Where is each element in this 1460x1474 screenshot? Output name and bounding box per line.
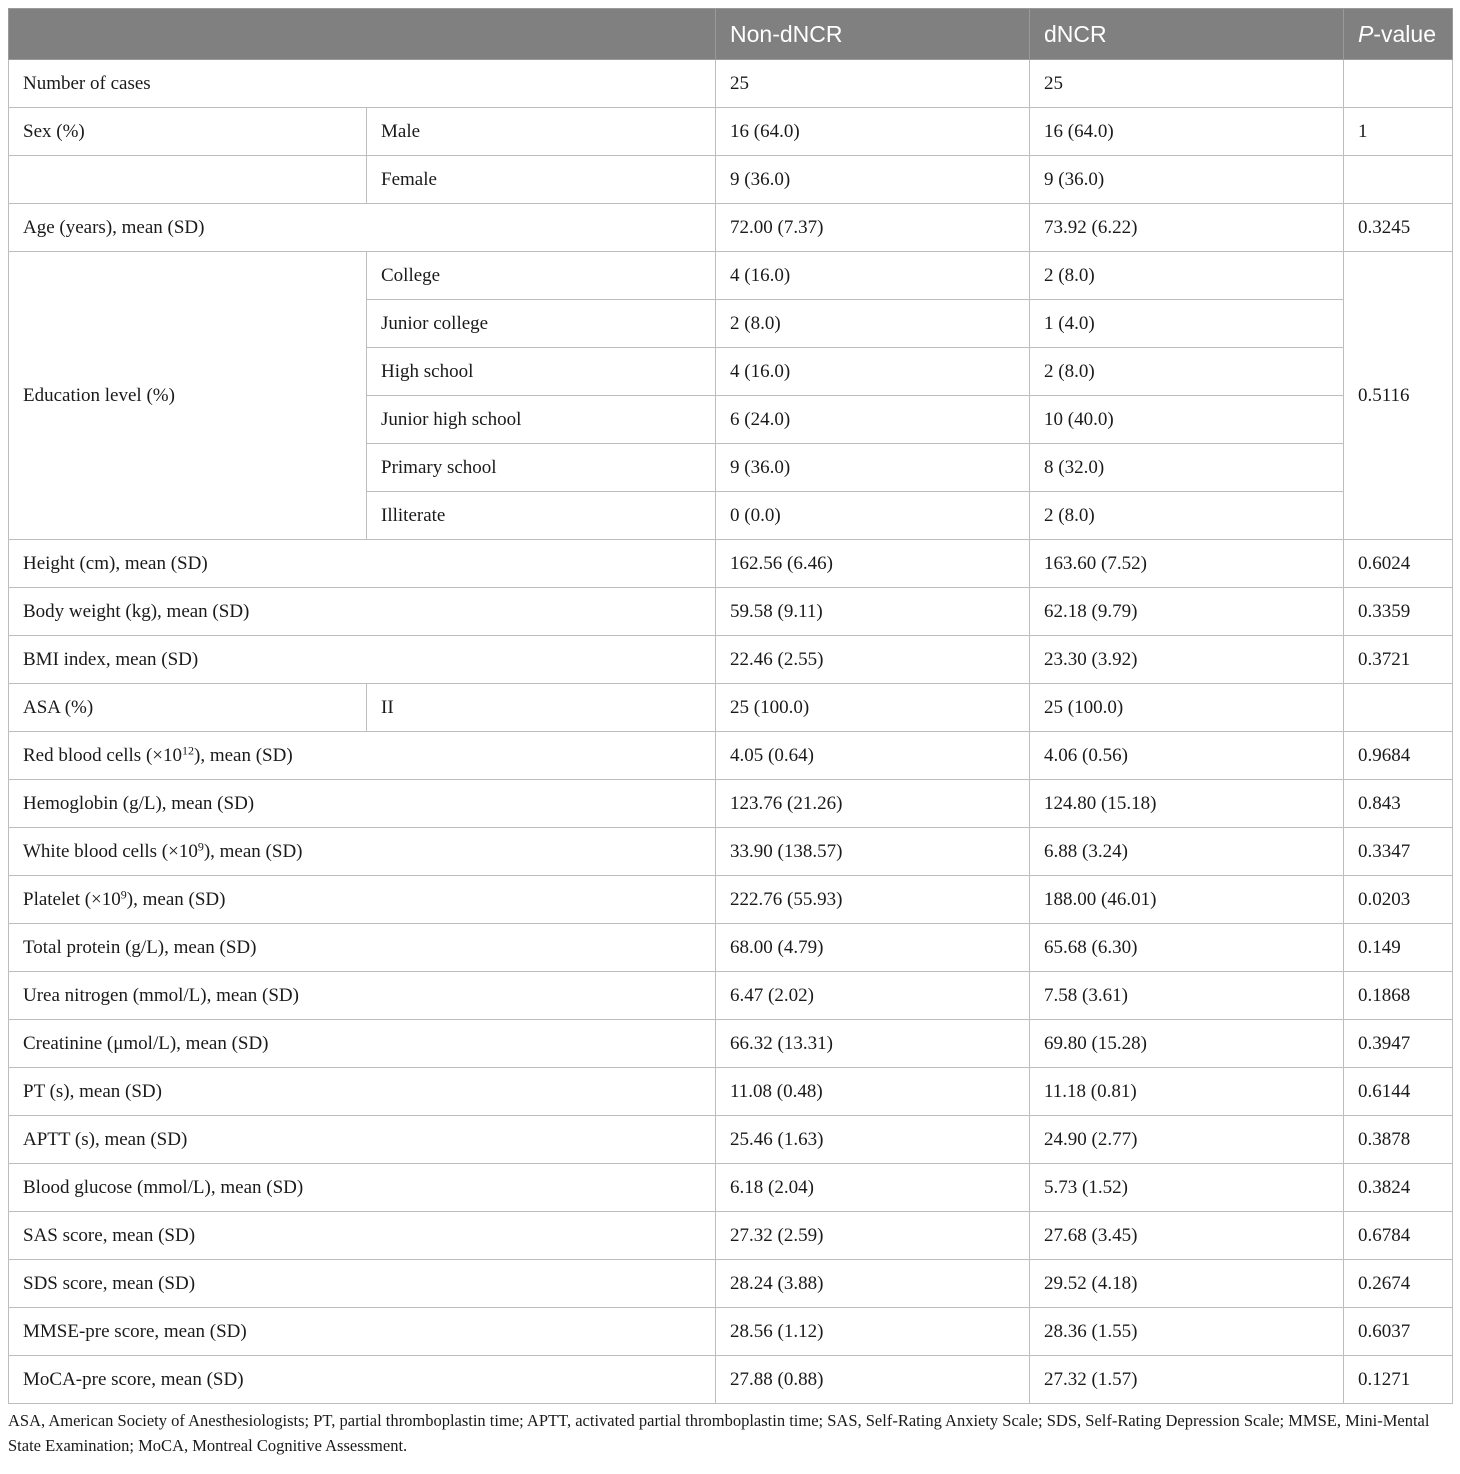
cell-dncr: 62.18 (9.79) — [1030, 588, 1344, 636]
cell-non-dncr: 25 (100.0) — [716, 684, 1030, 732]
table-row — [9, 252, 1453, 300]
label-text: Red blood cells (×10 — [23, 744, 182, 766]
cell-p-value: 0.3824 — [1344, 1164, 1453, 1212]
cell-dncr: 27.32 (1.57) — [1030, 1356, 1344, 1404]
row-sublabel: Junior high school — [367, 396, 716, 444]
cell-dncr: 11.18 (0.81) — [1030, 1068, 1344, 1116]
cell-p-value: 0.3245 — [1344, 204, 1453, 252]
table-footnote: ASA, American Society of Anesthesiologists; PT, partial thromboplastin time; APTT, activated partial thromboplastin time; SAS, Self-Rating Anxiety Scale; SDS, Self-Rating Depression Scale; MMSE, Mini-Mental State Examination; MoCA, Montreal Cognitive Assessment. — [8, 1411, 1430, 1455]
header-p-italic: P — [1358, 20, 1374, 47]
cell-p-value: 0.2674 — [1344, 1260, 1453, 1308]
table-row — [9, 1308, 1453, 1356]
table-row — [9, 1020, 1453, 1068]
row-label: Number of cases — [9, 60, 716, 108]
header-p-rest: -value — [1373, 20, 1436, 47]
cell-dncr: 7.58 (3.61) — [1030, 972, 1344, 1020]
row-label: Urea nitrogen (mmol/L), mean (SD) — [9, 972, 716, 1020]
table-row — [9, 1356, 1453, 1404]
cell-p-value: 0.6037 — [1344, 1308, 1453, 1356]
cell-non-dncr: 27.32 (2.59) — [716, 1212, 1030, 1260]
row-label: Sex (%) — [9, 108, 367, 156]
cell-dncr: 23.30 (3.92) — [1030, 636, 1344, 684]
cell-dncr: 2 (8.0) — [1030, 492, 1344, 540]
table-row — [9, 108, 1453, 156]
cell-dncr: 1 (4.0) — [1030, 300, 1344, 348]
row-sublabel: II — [367, 684, 716, 732]
row-label: Hemoglobin (g/L), mean (SD) — [9, 780, 716, 828]
cell-dncr: 27.68 (3.45) — [1030, 1212, 1344, 1260]
cell-non-dncr: 4.05 (0.64) — [716, 732, 1030, 780]
row-label: MoCA-pre score, mean (SD) — [9, 1356, 716, 1404]
cell-non-dncr: 68.00 (4.79) — [716, 924, 1030, 972]
cell-non-dncr: 59.58 (9.11) — [716, 588, 1030, 636]
table-row — [9, 732, 1453, 780]
row-label: Total protein (g/L), mean (SD) — [9, 924, 716, 972]
cell-dncr: 6.88 (3.24) — [1030, 828, 1344, 876]
label-text: ), mean (SD) — [203, 840, 303, 862]
row-label: Education level (%) — [9, 252, 367, 540]
table-row — [9, 972, 1453, 1020]
cell-p-value: 0.3878 — [1344, 1116, 1453, 1164]
cell-non-dncr: 6.18 (2.04) — [716, 1164, 1030, 1212]
table-row — [9, 1212, 1453, 1260]
cell-non-dncr: 11.08 (0.48) — [716, 1068, 1030, 1116]
cell-dncr: 188.00 (46.01) — [1030, 876, 1344, 924]
cell-p-value: 1 — [1344, 108, 1453, 156]
table-row — [9, 156, 1453, 204]
header-row — [9, 9, 1453, 60]
cell-non-dncr: 9 (36.0) — [716, 156, 1030, 204]
label-text: ), mean (SD) — [194, 744, 293, 766]
cell-dncr: 25 — [1030, 60, 1344, 108]
table-row — [9, 1116, 1453, 1164]
table-row — [9, 1164, 1453, 1212]
cell-dncr: 5.73 (1.52) — [1030, 1164, 1344, 1212]
row-label: MMSE-pre score, mean (SD) — [9, 1308, 716, 1356]
cell-dncr: 9 (36.0) — [1030, 156, 1344, 204]
cell-non-dncr: 72.00 (7.37) — [716, 204, 1030, 252]
cell-non-dncr: 162.56 (6.46) — [716, 540, 1030, 588]
cell-dncr: 8 (32.0) — [1030, 444, 1344, 492]
row-sublabel: College — [367, 252, 716, 300]
cell-non-dncr: 9 (36.0) — [716, 444, 1030, 492]
cell-non-dncr: 4 (16.0) — [716, 348, 1030, 396]
cell-dncr: 4.06 (0.56) — [1030, 732, 1344, 780]
cell-non-dncr: 4 (16.0) — [716, 252, 1030, 300]
table-row — [9, 60, 1453, 108]
cell-non-dncr: 123.76 (21.26) — [716, 780, 1030, 828]
cell-dncr: 69.80 (15.28) — [1030, 1020, 1344, 1068]
cell-p-value: 0.149 — [1344, 924, 1453, 972]
cell-p-value: 0.0203 — [1344, 876, 1453, 924]
cell-non-dncr: 28.24 (3.88) — [716, 1260, 1030, 1308]
row-sublabel: High school — [367, 348, 716, 396]
cell-non-dncr: 66.32 (13.31) — [716, 1020, 1030, 1068]
cell-p-value: 0.3947 — [1344, 1020, 1453, 1068]
cell-dncr: 2 (8.0) — [1030, 252, 1344, 300]
table-row — [9, 636, 1453, 684]
cell-p-value — [1344, 684, 1453, 732]
table-row — [9, 828, 1453, 876]
cell-non-dncr: 25.46 (1.63) — [716, 1116, 1030, 1164]
row-label: PT (s), mean (SD) — [9, 1068, 716, 1116]
row-label: Blood glucose (mmol/L), mean (SD) — [9, 1164, 716, 1212]
cell-non-dncr: 6.47 (2.02) — [716, 972, 1030, 1020]
header-p-value — [1344, 9, 1453, 60]
table-row — [9, 876, 1453, 924]
cell-dncr: 25 (100.0) — [1030, 684, 1344, 732]
cell-dncr: 10 (40.0) — [1030, 396, 1344, 444]
cell-non-dncr: 222.76 (55.93) — [716, 876, 1030, 924]
row-label: SDS score, mean (SD) — [9, 1260, 716, 1308]
label-text: Platelet (×10 — [23, 888, 121, 910]
row-sublabel: Female — [367, 156, 716, 204]
table-row — [9, 924, 1453, 972]
label-text: White blood cells (×10 — [23, 840, 198, 862]
cell-dncr: 73.92 (6.22) — [1030, 204, 1344, 252]
cell-non-dncr: 2 (8.0) — [716, 300, 1030, 348]
cell-dncr: 28.36 (1.55) — [1030, 1308, 1344, 1356]
table-row — [9, 588, 1453, 636]
row-label: SAS score, mean (SD) — [9, 1212, 716, 1260]
cell-dncr: 24.90 (2.77) — [1030, 1116, 1344, 1164]
cell-non-dncr: 22.46 (2.55) — [716, 636, 1030, 684]
row-label: Height (cm), mean (SD) — [9, 540, 716, 588]
baseline-characteristics-table — [8, 8, 1453, 1404]
cell-non-dncr: 16 (64.0) — [716, 108, 1030, 156]
cell-non-dncr: 27.88 (0.88) — [716, 1356, 1030, 1404]
cell-p-value: 0.1868 — [1344, 972, 1453, 1020]
row-label-empty — [9, 156, 367, 204]
row-label: Body weight (kg), mean (SD) — [9, 588, 716, 636]
row-label — [9, 828, 716, 876]
cell-dncr: 29.52 (4.18) — [1030, 1260, 1344, 1308]
cell-dncr: 163.60 (7.52) — [1030, 540, 1344, 588]
row-label: BMI index, mean (SD) — [9, 636, 716, 684]
table-container — [8, 8, 1452, 1458]
cell-non-dncr: 25 — [716, 60, 1030, 108]
row-sublabel: Male — [367, 108, 716, 156]
header-variable — [9, 9, 716, 60]
row-label — [9, 732, 716, 780]
cell-p-value: 0.3359 — [1344, 588, 1453, 636]
cell-p-value: 0.3347 — [1344, 828, 1453, 876]
cell-non-dncr: 6 (24.0) — [716, 396, 1030, 444]
row-label — [9, 876, 716, 924]
label-superscript: 9 — [120, 886, 127, 901]
cell-non-dncr: 33.90 (138.57) — [716, 828, 1030, 876]
row-label: ASA (%) — [9, 684, 367, 732]
cell-p-value: 0.843 — [1344, 780, 1453, 828]
cell-p-value: 0.6024 — [1344, 540, 1453, 588]
header-non-dncr: Non-dNCR — [716, 9, 1030, 60]
cell-p-value: 0.1271 — [1344, 1356, 1453, 1404]
cell-p-value-empty — [1344, 156, 1453, 204]
table-row — [9, 1260, 1453, 1308]
label-superscript: 9 — [197, 838, 204, 853]
cell-non-dncr: 0 (0.0) — [716, 492, 1030, 540]
cell-p-value: 0.6144 — [1344, 1068, 1453, 1116]
cell-p-value: 0.5116 — [1344, 252, 1453, 540]
table-row — [9, 204, 1453, 252]
row-sublabel: Junior college — [367, 300, 716, 348]
row-label: APTT (s), mean (SD) — [9, 1116, 716, 1164]
table-row — [9, 780, 1453, 828]
header-dncr: dNCR — [1030, 9, 1344, 60]
table-row — [9, 1068, 1453, 1116]
row-label: Age (years), mean (SD) — [9, 204, 716, 252]
cell-p-value: 0.6784 — [1344, 1212, 1453, 1260]
cell-non-dncr: 28.56 (1.12) — [716, 1308, 1030, 1356]
cell-dncr: 16 (64.0) — [1030, 108, 1344, 156]
table-row — [9, 540, 1453, 588]
cell-dncr: 124.80 (15.18) — [1030, 780, 1344, 828]
row-sublabel: Primary school — [367, 444, 716, 492]
cell-p-value — [1344, 60, 1453, 108]
row-sublabel: Illiterate — [367, 492, 716, 540]
row-label: Creatinine (μmol/L), mean (SD) — [9, 1020, 716, 1068]
label-text: ), mean (SD) — [126, 888, 226, 910]
cell-dncr: 2 (8.0) — [1030, 348, 1344, 396]
table-row — [9, 684, 1453, 732]
cell-dncr: 65.68 (6.30) — [1030, 924, 1344, 972]
label-superscript: 12 — [182, 742, 194, 757]
cell-p-value: 0.3721 — [1344, 636, 1453, 684]
cell-p-value: 0.9684 — [1344, 732, 1453, 780]
